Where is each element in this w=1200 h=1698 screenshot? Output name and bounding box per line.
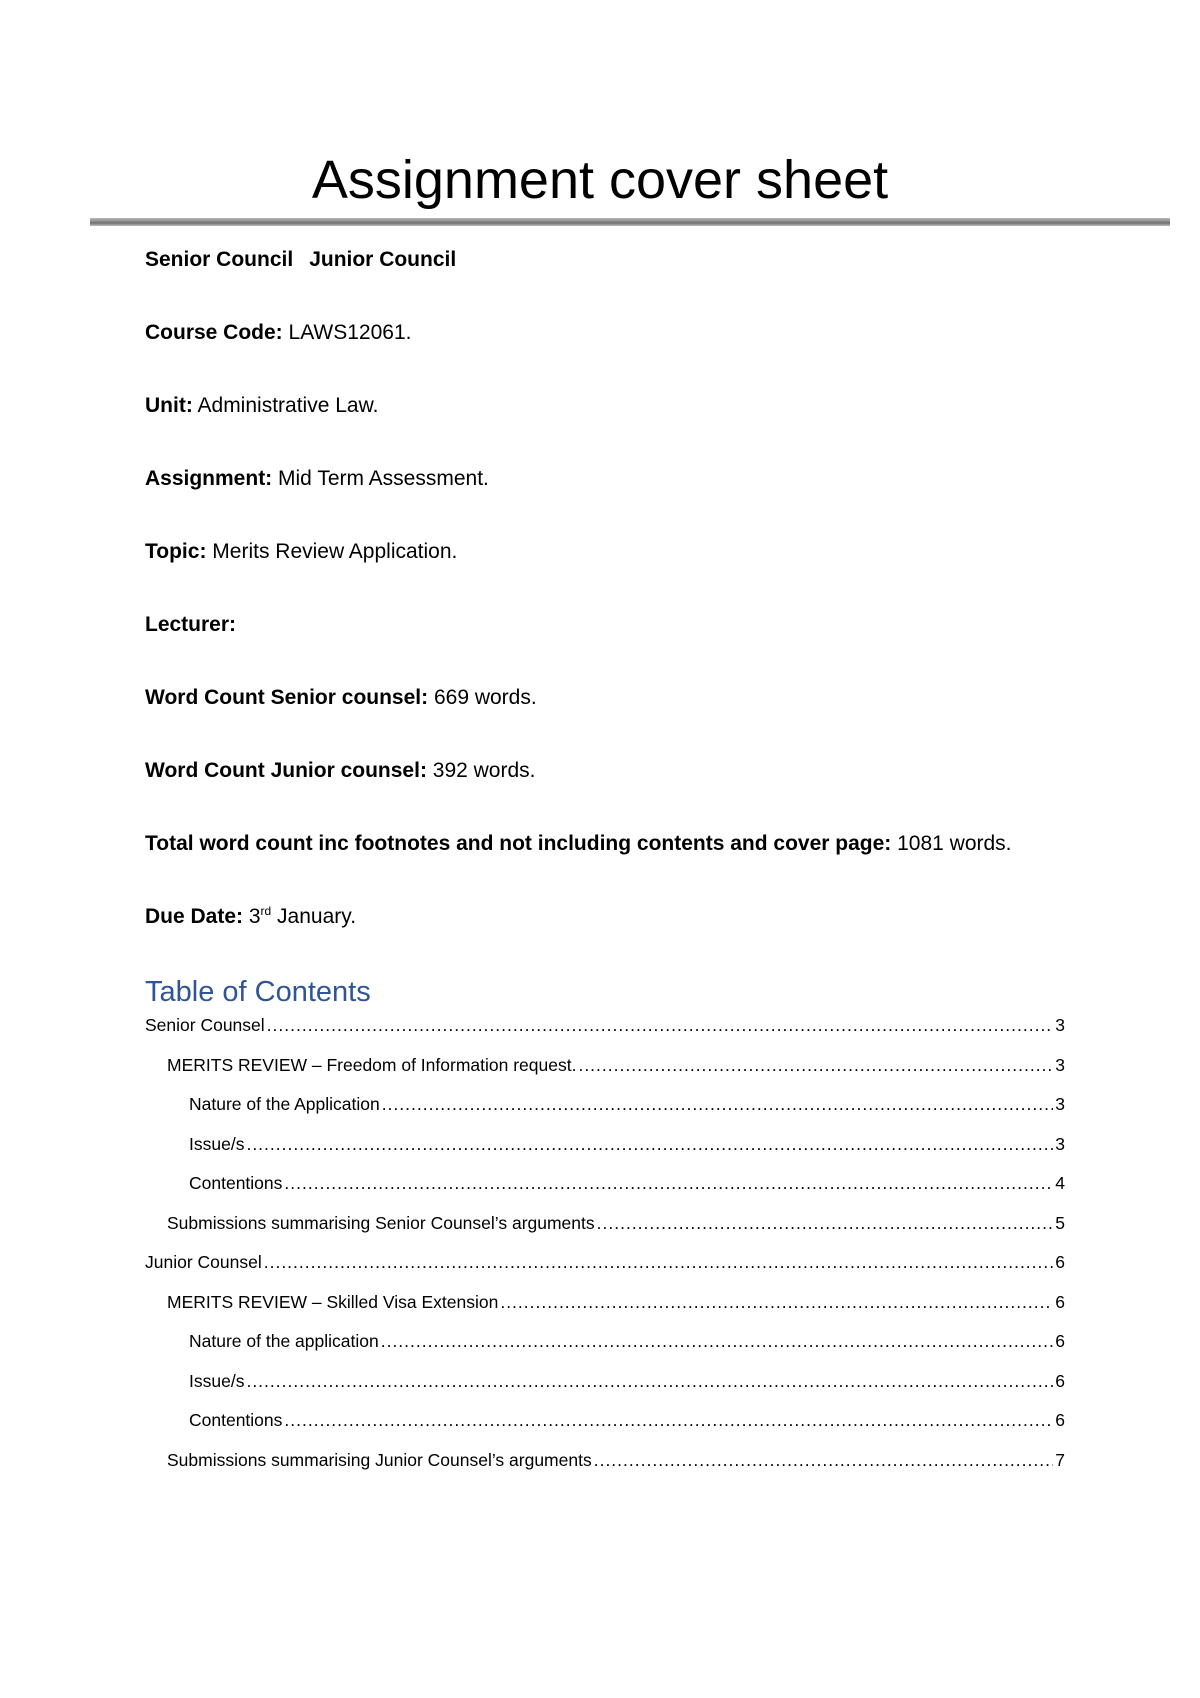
toc-entry-text: Junior Counsel: [145, 1252, 262, 1272]
toc-dot-leader: [267, 1014, 1054, 1036]
cover-fields: [145, 246, 1145, 976]
junior-council-label: Junior Council: [309, 248, 457, 271]
field-council: [145, 246, 1145, 274]
field-total-word-count: [145, 830, 1145, 858]
assignment-value: Mid Term Assessment.: [272, 467, 489, 490]
toc-page-number: 3: [1055, 1015, 1065, 1035]
due-date-day: 3: [243, 905, 261, 928]
toc-entry-text: Submissions summarising Senior Counsel’s arguments: [167, 1212, 595, 1233]
due-date-month: January.: [271, 905, 357, 928]
word-count-senior-label: Word Count Senior counsel:: [145, 686, 429, 709]
toc-page-number: 6: [1055, 1410, 1065, 1430]
topic-value: Merits Review Application.: [206, 540, 458, 563]
senior-council-label: Senior Council: [145, 248, 294, 271]
toc-dot-leader: [381, 1330, 1054, 1352]
toc-entry[interactable]: [145, 1014, 1065, 1054]
toc-entry-text: MERITS REVIEW – Freedom of Information request.: [167, 1054, 577, 1075]
toc-entry[interactable]: [145, 1449, 1065, 1489]
toc-entry[interactable]: [145, 1054, 1065, 1094]
word-count-junior-label: Word Count Junior counsel:: [145, 759, 427, 782]
toc-dot-leader: [246, 1133, 1053, 1155]
toc-dot-leader: [284, 1172, 1053, 1194]
toc-heading: Table of Contents: [145, 976, 371, 1008]
toc-entry[interactable]: [145, 1251, 1065, 1291]
toc-page-number: 6: [1055, 1252, 1065, 1272]
toc-entry[interactable]: [145, 1133, 1065, 1173]
toc-entry-text: Contentions: [189, 1410, 283, 1430]
assignment-label: Assignment:: [145, 467, 273, 490]
unit-value: Administrative Law.: [192, 394, 379, 417]
word-count-senior-value: 669 words.: [428, 686, 537, 709]
toc-entry[interactable]: [145, 1370, 1065, 1410]
toc-entry-text: Nature of the application: [189, 1331, 379, 1351]
toc-entry-text: MERITS REVIEW – Skilled Visa Extension: [167, 1291, 499, 1312]
toc-entry-text: Senior Counsel: [145, 1015, 265, 1035]
toc-page-number: 3: [1055, 1054, 1065, 1075]
toc-dot-leader: [597, 1212, 1054, 1234]
toc-page-number: 3: [1055, 1133, 1065, 1154]
field-unit: [145, 392, 1145, 420]
lecturer-label: Lecturer:: [145, 613, 237, 636]
toc-entry[interactable]: [145, 1330, 1065, 1370]
toc-entry-text: Issue/s: [189, 1133, 245, 1154]
toc-entry[interactable]: [145, 1212, 1065, 1252]
table-of-contents: [145, 1014, 1065, 1488]
field-word-count-junior: [145, 757, 1145, 785]
toc-entry-text: Issue/s: [189, 1370, 245, 1391]
document-title: Assignment cover sheet: [311, 150, 889, 210]
total-word-count-value: 1081 words.: [891, 832, 1012, 855]
toc-entry[interactable]: [145, 1409, 1065, 1449]
toc-page-number: 6: [1055, 1291, 1065, 1312]
due-date-label: Due Date:: [145, 905, 244, 928]
toc-dot-leader: [284, 1409, 1053, 1431]
total-word-count-label: Total word count inc footnotes and not including contents and cover page:: [145, 832, 892, 855]
toc-dot-leader: [382, 1093, 1054, 1115]
toc-entry-text: Submissions summarising Junior Counsel’s arguments: [167, 1449, 592, 1470]
field-due-date: [145, 903, 1145, 931]
field-lecturer: [145, 611, 1145, 639]
toc-entry[interactable]: [145, 1291, 1065, 1331]
title-divider: [90, 218, 1170, 226]
unit-label: Unit:: [145, 394, 193, 417]
topic-label: Topic:: [145, 540, 207, 563]
toc-page-number: 5: [1055, 1212, 1065, 1233]
word-count-junior-value: 392 words.: [426, 759, 536, 782]
field-assignment: [145, 465, 1145, 493]
field-word-count-senior: [145, 684, 1145, 712]
toc-entry-text: Contentions: [189, 1173, 283, 1193]
field-topic: [145, 538, 1145, 566]
toc-dot-leader: [264, 1251, 1054, 1273]
toc-dot-leader: [578, 1054, 1053, 1076]
toc-page-number: 4: [1055, 1173, 1065, 1193]
due-date-suffix: rd: [260, 904, 272, 918]
course-code-value: LAWS12061.: [282, 321, 412, 344]
toc-dot-leader: [500, 1291, 1053, 1313]
toc-page-number: 6: [1055, 1331, 1065, 1351]
toc-entry[interactable]: [145, 1172, 1065, 1212]
field-course-code: [145, 319, 1145, 347]
toc-entry[interactable]: [145, 1093, 1065, 1133]
toc-dot-leader: [594, 1449, 1054, 1471]
toc-page-number: 3: [1055, 1094, 1065, 1114]
toc-page-number: 7: [1055, 1449, 1065, 1470]
toc-dot-leader: [246, 1370, 1053, 1392]
course-code-label: Course Code:: [145, 321, 283, 344]
toc-entry-text: Nature of the Application: [189, 1094, 380, 1114]
toc-page-number: 6: [1055, 1370, 1065, 1391]
